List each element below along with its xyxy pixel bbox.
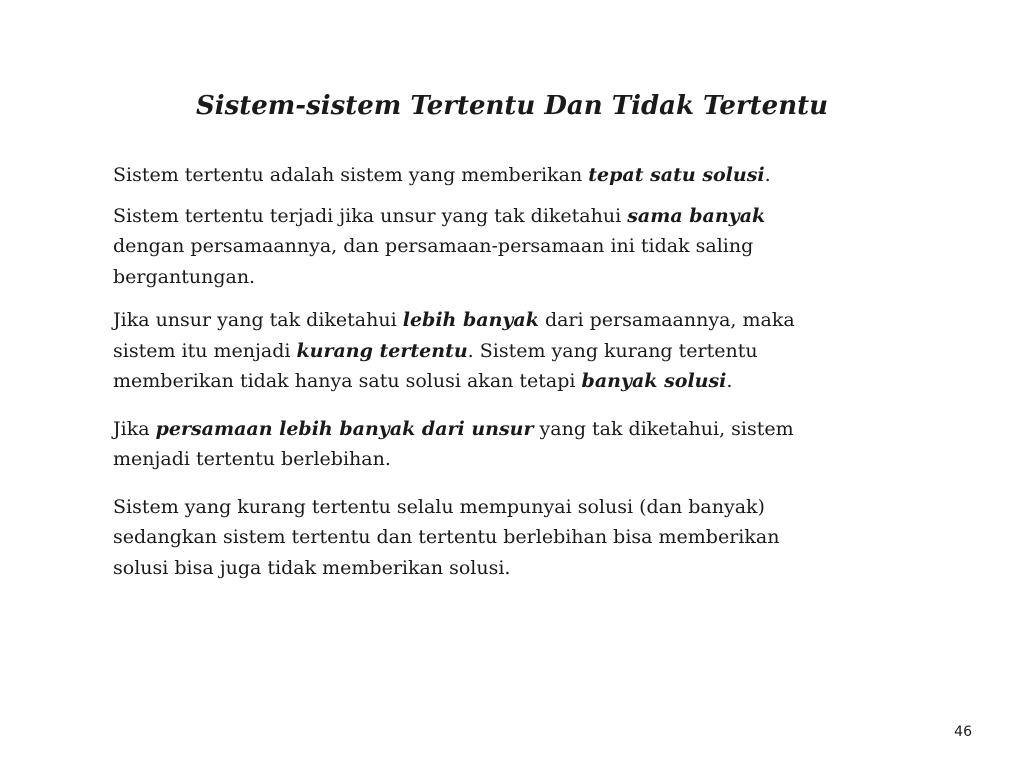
paragraph-text: Jika [113,417,156,440]
paragraph-text: menjadi tertentu berlebihan. [113,448,391,470]
paragraph-text: Sistem tertentu adalah sistem yang memberikan [113,164,589,186]
paragraph-text: . Sistem yang kurang tertentu [467,339,758,362]
paragraph-3 [113,305,913,397]
emphasized-text: kurang tertentu [296,339,468,362]
paragraph-text: dari persamaannya, maka [538,309,795,331]
slide-title: Sistem-sistem Tertentu Dan Tidak Tertentu [195,91,829,121]
page-number: 46 [954,724,972,740]
paragraph-2 [113,201,913,293]
paragraph-text: solusi bisa juga tidak memberikan solusi. [113,556,511,579]
paragraph-text: Jika unsur yang tak diketahui [113,309,403,331]
paragraph-text: yang tak diketahui, sistem [533,417,794,440]
paragraph-text: dengan persamaannya, dan persamaan-persamaan ini tidak saling [113,235,754,257]
paragraph-text: bergantungan. [113,265,256,288]
paragraph-text: Sistem yang kurang tertentu selalu mempunyai solusi (dan banyak) [113,495,765,518]
paragraph-text: . [726,370,733,392]
paragraph-text: sistem itu menjadi [113,339,297,362]
paragraph-text: Sistem tertentu terjadi jika unsur yang tak diketahui [113,204,628,227]
emphasized-text: sama banyak [627,204,766,227]
paragraph-text: memberikan tidak hanya satu solusi akan tetapi [113,370,582,392]
slide-body [113,160,913,583]
paragraph-text: . [764,164,771,186]
paragraph-1 [113,160,913,191]
emphasized-text: persamaan lebih banyak dari unsur [155,417,534,440]
emphasized-text: lebih banyak [402,309,539,331]
paragraph-text: sedangkan sistem tertentu dan tertentu berlebihan bisa memberikan [113,526,780,548]
paragraph-4 [113,414,913,475]
paragraph-5 [113,492,913,584]
emphasized-text: tepat satu solusi [588,164,765,186]
emphasized-text: banyak solusi [581,370,727,392]
